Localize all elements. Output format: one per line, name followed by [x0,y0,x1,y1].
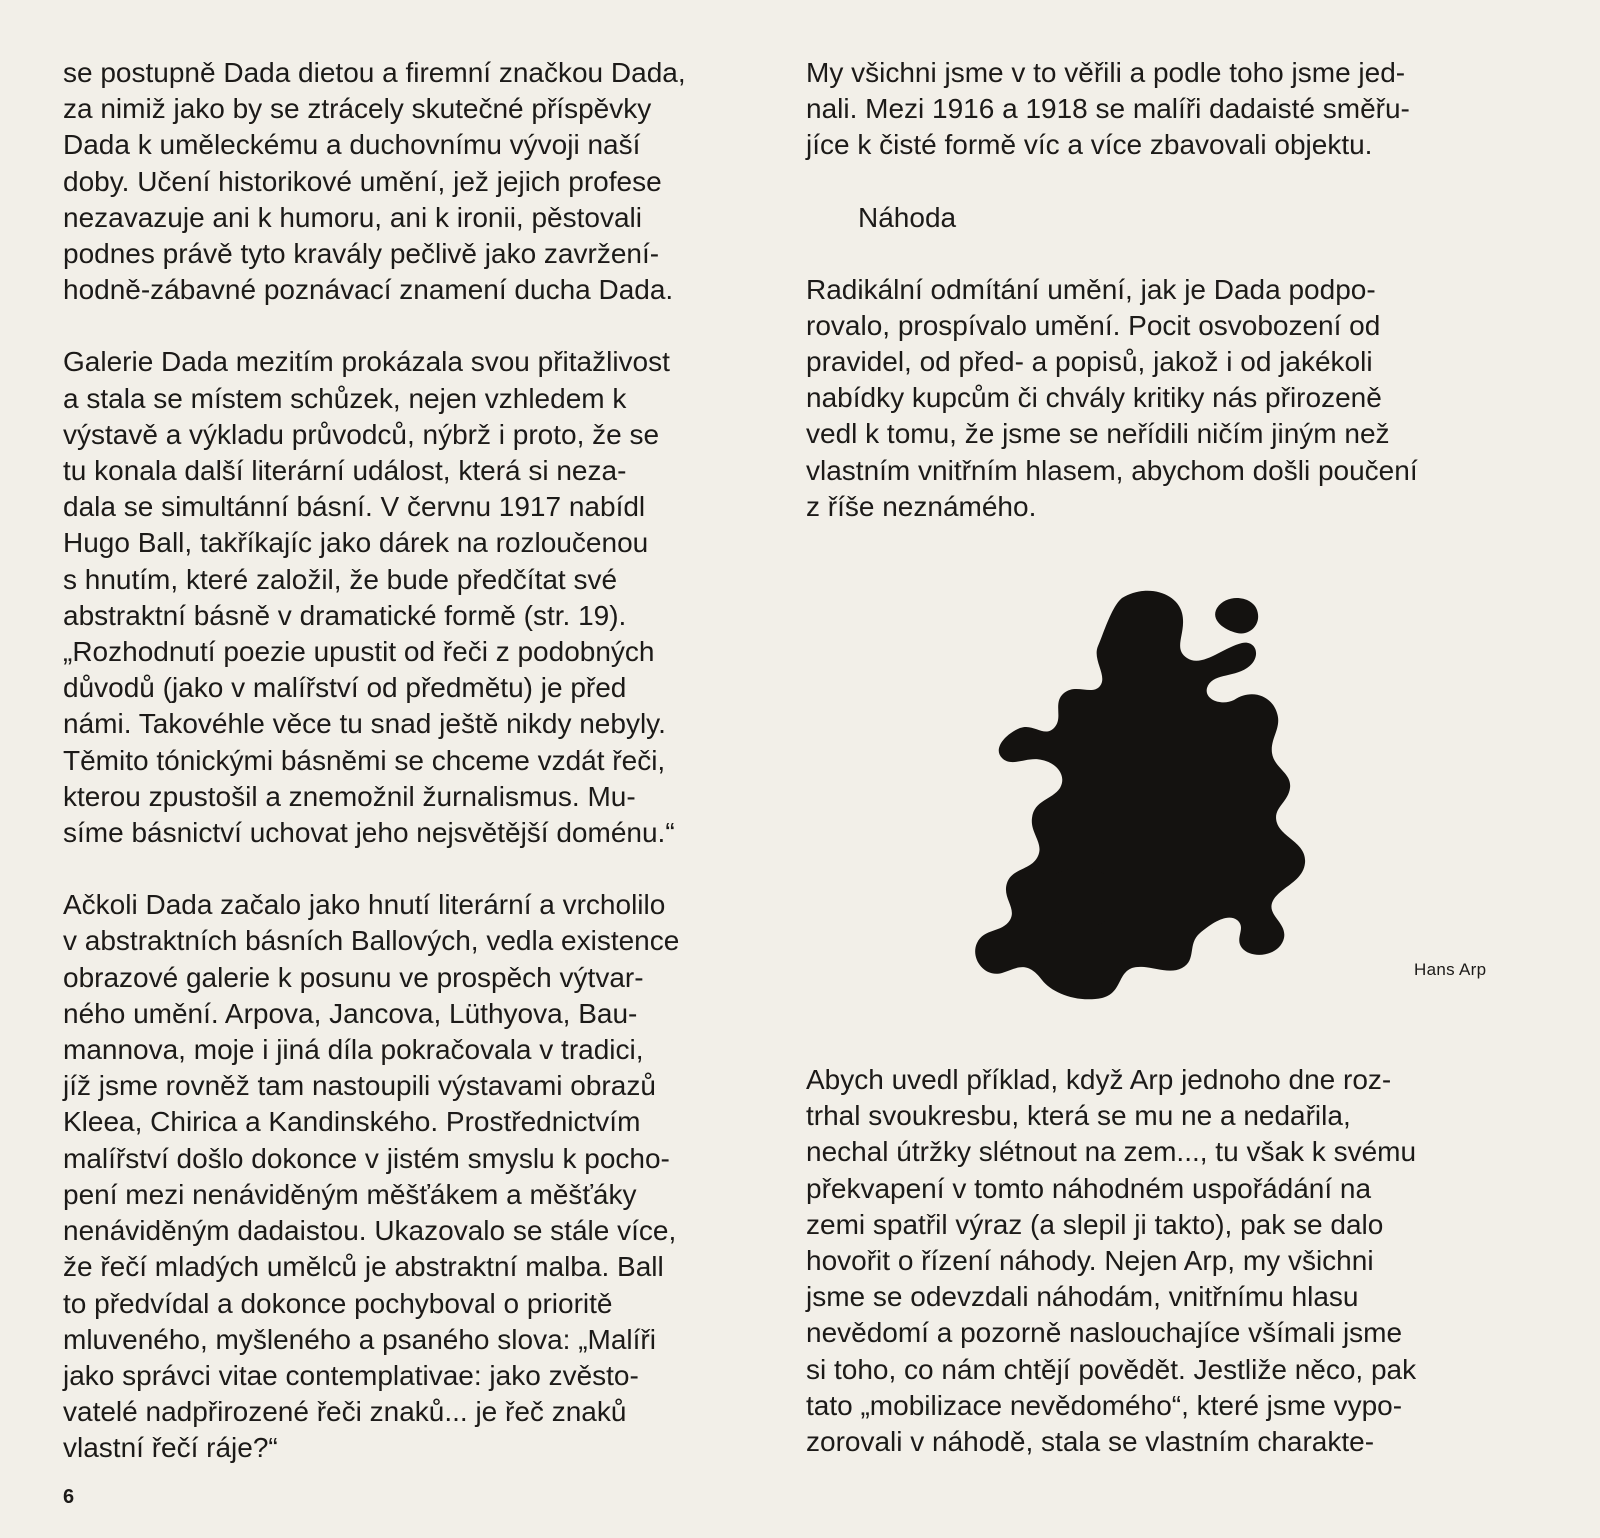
text-line: Abych uvedl příklad, když Arp jednoho dne roz- [806,1064,1392,1095]
right-paragraph-2 [806,1062,1511,1460]
text-line: nabídky kupcům či chvály kritiky nás přirozeně [806,382,1382,414]
text-line: Hugo Ball, takříkajíc jako dárek na rozloučenou [63,527,649,559]
text-line: si toho, co nám chtějí povědět. Jestliže něco, pak [806,1353,1417,1385]
text-line: obrazové galerie k posunu ve prospěch výtvar- [63,961,644,993]
text-line: a stala se místem schůzek, nejen vzhledem k [63,382,627,414]
text-line: síme básnictví uchovat jeho nejsvětější doménu.“ [63,817,675,849]
text-line: ného umění. Arpova, Jancova, Lüthyova, Bau- [63,997,638,1029]
text-line: pení mezi nenáviděným měšťákem a měšťáky [63,1178,637,1210]
text-line: v abstraktních básních Ballových, vedla existence [63,925,680,957]
right-text-column-lower [806,1062,1511,1496]
text-line: za nimiž jako by se ztrácely skutečné příspěvky [63,93,652,125]
text-line: rovalo, prospívalo umění. Pocit osvobození od [806,309,1381,341]
section-heading: Náhoda [858,201,957,233]
text-line: „Rozhodnutí poezie upustit od řeči z podobných [63,636,655,668]
text-line: jíž jsme rovněž tam nastoupili výstavami obrazů [63,1070,656,1102]
text-line: My všichni jsme v to věřili a podle toho jsme jed- [806,57,1406,88]
text-line: Těmito tónickými básněmi se chceme vzdát řeči, [63,744,666,776]
text-line: tato „mobilizace nevědomého“, které jsme vypo- [806,1389,1403,1421]
text-line: jíce k čisté formě víc a více zbavovali objektu. [806,129,1373,161]
text-line: nechal útržky slétnout na zem..., tu však k svému [806,1136,1417,1168]
text-line: zemi spatřil výraz (a slepil ji takto), pak se dalo [806,1208,1384,1240]
text-line: vlastní řečí ráje?“ [63,1432,278,1464]
text-line: dala se simultánní básní. V červnu 1917 nabídl [63,491,646,523]
right-text-column [806,55,1511,561]
text-line: zorovali v náhodě, stala se vlastním charakte- [806,1426,1375,1458]
text-line: to předvídal a dokonce pochyboval o prioritě [63,1287,613,1319]
text-line: vlastním vnitřním hlasem, abychom došli poučení [806,454,1418,486]
text-line: nenáviděným dadaistou. Ukazovalo se stále více, [63,1215,677,1247]
text-line: že řečí mladých umělců je abstraktní malba. Ball [63,1251,664,1283]
illustration-caption: Hans Arp [1414,960,1487,979]
text-line: jako správci vitae contemplativae: jako zvěsto- [63,1359,639,1391]
text-line: mannova, moje i jiná díla pokračovala v tradici, [63,1034,644,1066]
left-paragraph-1 [63,55,773,308]
text-line: jsme se odevzdali náhodám, vnitřnímu hlasu [806,1281,1359,1313]
text-line: trhal svoukresbu, která se mu ne a nedařila, [806,1100,1351,1132]
text-line: Dada k uměleckému a duchovnímu vývoji naší [63,129,641,161]
arp-silhouette-icon [972,588,1342,1000]
left-paragraph-2 [63,344,773,851]
text-line: doby. Učení historikové umění, jež jejich profese [63,165,662,197]
right-paragraph-1 [806,272,1511,525]
text-line: překvapení v tomto náhodném uspořádání na [806,1172,1372,1204]
text-line: nezavazuje ani k humoru, ani k ironii, pěstovali [63,201,642,233]
text-line: kterou zpustošil a znemožnil žurnalismus. Mu- [63,780,636,812]
text-line: nali. Mezi 1916 a 1918 se malíři dadaisté směřu- [806,93,1410,125]
text-line: abstraktní básně v dramatické formě (str. 19). [63,599,627,631]
text-line: Galerie Dada mezitím prokázala svou přitažlivost [63,346,670,378]
left-text-column [63,55,773,1503]
text-line: vatelé nadpřirozené řeči znaků... je řeč znaků [63,1396,627,1428]
text-line: malířství došlo dokonce v jistém smyslu k pocho- [63,1142,670,1174]
text-line: nevědomí a pozorně naslouchajíce všímali jsme [806,1317,1403,1349]
text-line: z říše neznámého. [806,490,1037,522]
text-line: důvodů (jako v malířství od předmětu) je před [63,672,627,704]
text-line: výstavě a výkladu průvodců, nýbrž i proto, že se [63,418,660,450]
text-line: mluveného, myšleného a psaného slova: „Malíři [63,1323,656,1355]
text-line: námi. Takovéhle věce tu snad ještě nikdy nebyly. [63,708,666,740]
text-line: se postupně Dada dietou a firemní značkou Dada, [63,57,686,88]
text-line: Kleea, Chirica a Kandinského. Prostřednictvím [63,1106,641,1138]
page-number: 6 [63,1486,75,1508]
text-line: s hnutím, které založil, že bude předčítat své [63,563,618,595]
left-paragraph-3 [63,887,773,1466]
text-line: hodně-zábavné poznávací znamení ducha Dada. [63,274,674,306]
text-line: vedl k tomu, že jsme se neřídili ničím jiným než [806,418,1390,450]
text-line: Radikální odmítání umění, jak je Dada podpo- [806,273,1376,305]
text-line: hovořit o řízení náhody. Nejen Arp, my všichni [806,1245,1374,1277]
right-intro-paragraph [806,55,1511,164]
text-line: podnes právě tyto kravály pečlivě jako zavržení- [63,238,660,270]
text-line: pravidel, od před- a popisů, jakož i od jakékoli [806,346,1373,378]
text-line: tu konala další literární událost, která si neza- [63,455,627,487]
text-line: Ačkoli Dada začalo jako hnutí literární a vrcholilo [63,889,666,921]
